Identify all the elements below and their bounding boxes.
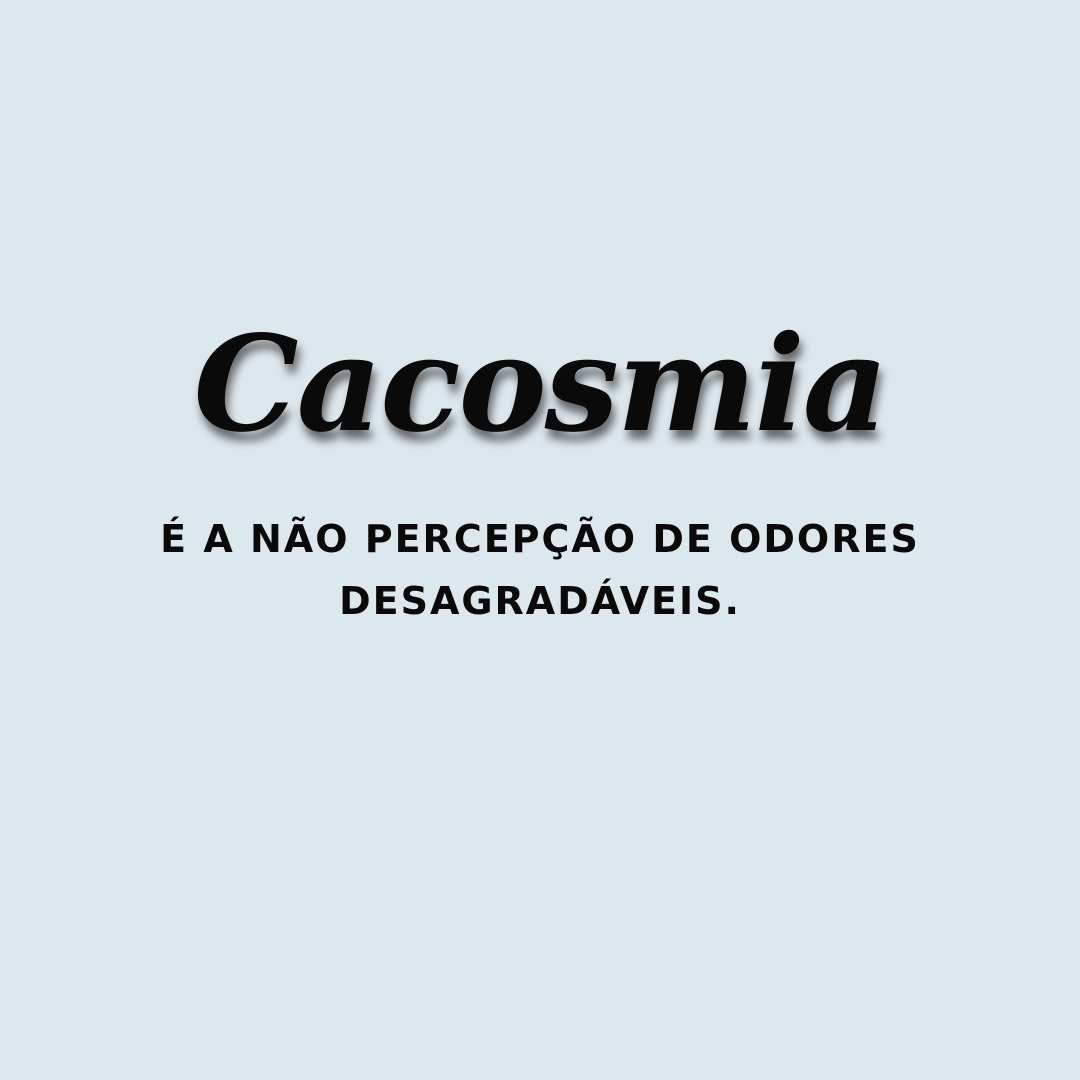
word-title: Cacosmia bbox=[193, 307, 887, 462]
definition-text bbox=[140, 508, 940, 632]
definition-line-1: É A NÃO PERCEPÇÃO DE ODORES bbox=[160, 517, 920, 561]
definition-line-2: DESAGRADÁVEIS. bbox=[339, 579, 741, 623]
